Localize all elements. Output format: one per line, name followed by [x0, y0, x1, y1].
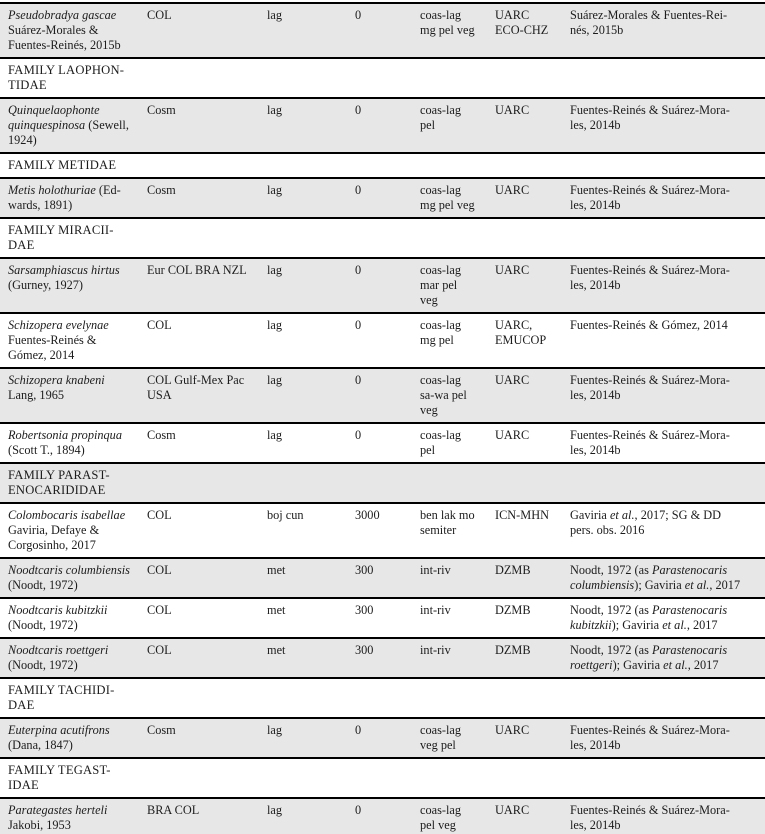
text: UARC — [495, 373, 530, 387]
italic-text: Parastenocaris — [651, 563, 728, 577]
depth-cell — [355, 798, 420, 834]
text: les, 2014b — [570, 118, 621, 132]
environment-cell — [420, 558, 495, 598]
text: ); Gaviria — [612, 658, 664, 672]
italic-text: et al. — [609, 508, 635, 522]
environment-cell — [420, 178, 495, 218]
habitat-cell — [267, 3, 355, 58]
reference-cell — [570, 558, 765, 598]
text: ); Gaviria — [611, 618, 663, 632]
habitat-cell — [267, 638, 355, 678]
text: TIDAE — [8, 78, 47, 92]
text: Cosm — [147, 183, 176, 197]
text: 0 — [355, 723, 362, 737]
text: COL — [147, 563, 172, 577]
text: DZMB — [495, 603, 531, 617]
environment-cell — [420, 258, 495, 313]
text: DZMB — [495, 643, 531, 657]
text: 0 — [355, 103, 362, 117]
environment-cell — [420, 98, 495, 153]
depth-cell — [355, 313, 420, 368]
species-row — [0, 3, 765, 58]
text: Fuentes-Reinés, 2015b — [8, 38, 121, 52]
family-heading — [0, 58, 765, 98]
italic-text: Quinquelaophonte — [8, 103, 100, 117]
depth-cell — [355, 503, 420, 558]
italic-text: et al. — [663, 658, 688, 672]
text: EMUCOP — [495, 333, 547, 347]
species-cell — [0, 313, 147, 368]
reference-cell — [570, 423, 765, 463]
italic-text: Schizopera knabeni — [8, 373, 105, 387]
reference-cell — [570, 258, 765, 313]
distribution-cell — [147, 258, 267, 313]
text: 0 — [355, 373, 362, 387]
text: (Noodt, 1972) — [8, 658, 78, 672]
habitat-cell — [267, 258, 355, 313]
distribution-cell — [147, 638, 267, 678]
species-cell — [0, 718, 147, 758]
text: COL — [147, 508, 172, 522]
distribution-cell — [147, 178, 267, 218]
text: mg pel — [420, 333, 454, 347]
text: les, 2014b — [570, 818, 621, 832]
text: int-riv — [420, 643, 451, 657]
text: Noodt, 1972 (as — [570, 603, 652, 617]
text: DZMB — [495, 563, 531, 577]
family-row — [0, 463, 765, 503]
text: (Noodt, 1972) — [8, 618, 78, 632]
text: (Noodt, 1972) — [8, 578, 78, 592]
text: UARC — [495, 723, 530, 737]
text: les, 2014b — [570, 738, 621, 752]
text: Eur COL BRA NZL — [147, 263, 247, 277]
text: FAMILY LAOPHON- — [8, 63, 125, 77]
italic-text: Schizopera evelynae — [8, 318, 109, 332]
italic-text: quinquespinosa — [8, 118, 86, 132]
text: coas-lag — [420, 428, 461, 442]
text: veg pel — [420, 738, 456, 752]
text: USA — [147, 388, 172, 402]
text: COL — [147, 318, 172, 332]
italic-text: Parastenocaris — [651, 643, 728, 657]
text: FAMILY METIDAE — [8, 158, 117, 172]
text: , 2017 — [709, 578, 741, 592]
text: Gómez, 2014 — [8, 348, 75, 362]
text: pel — [420, 118, 436, 132]
text: 300 — [355, 643, 374, 657]
text: IDAE — [8, 778, 39, 792]
text: UARC — [495, 103, 530, 117]
text: Fuentes-Reinés & Suárez-Mora- — [570, 428, 730, 442]
text: ENOCARIDIDAE — [8, 483, 106, 497]
text: pel — [420, 443, 436, 457]
distribution-cell — [147, 718, 267, 758]
text: DAE — [8, 698, 35, 712]
text: Fuentes-Reinés & Suárez-Mora- — [570, 103, 730, 117]
species-cell — [0, 3, 147, 58]
italic-text: Euterpina acutifrons — [8, 723, 110, 737]
table-body — [0, 3, 765, 834]
text: BRA COL — [147, 803, 200, 817]
habitat-cell — [267, 423, 355, 463]
text: (Dana, 1847) — [8, 738, 73, 752]
family-row — [0, 678, 765, 718]
text: UARC, — [495, 318, 533, 332]
species-row — [0, 423, 765, 463]
depth-cell — [355, 423, 420, 463]
habitat-cell — [267, 98, 355, 153]
text: COL — [147, 603, 172, 617]
depth-cell — [355, 718, 420, 758]
reference-cell — [570, 503, 765, 558]
text: FAMILY MIRACII- — [8, 223, 114, 237]
italic-text: et al. — [684, 578, 710, 592]
text: pel veg — [420, 818, 456, 832]
depth-cell — [355, 178, 420, 218]
distribution-cell — [147, 3, 267, 58]
text: Fuentes-Reinés & Suárez-Mora- — [570, 263, 730, 277]
text: (Sewell, — [85, 118, 129, 132]
text: les, 2014b — [570, 388, 621, 402]
text: lag — [267, 373, 283, 387]
text: Gaviria, Defaye & — [8, 523, 100, 537]
text: semiter — [420, 523, 457, 537]
italic-text: Parastenocaris — [651, 603, 728, 617]
text: COL — [147, 643, 172, 657]
family-row — [0, 758, 765, 798]
species-cell — [0, 98, 147, 153]
text: lag — [267, 428, 283, 442]
species-row — [0, 258, 765, 313]
environment-cell — [420, 798, 495, 834]
collection-cell — [495, 3, 570, 58]
text: pers. obs. 2016 — [570, 523, 645, 537]
text: coas-lag — [420, 8, 461, 22]
distribution-cell — [147, 503, 267, 558]
italic-text: kubitzkii — [570, 618, 612, 632]
reference-cell — [570, 798, 765, 834]
text: mar pel — [420, 278, 458, 292]
text: (Scott T., 1894) — [8, 443, 85, 457]
text: lag — [267, 723, 283, 737]
text: Noodt, 1972 (as — [570, 643, 652, 657]
species-row — [0, 718, 765, 758]
family-row — [0, 58, 765, 98]
species-row — [0, 798, 765, 834]
text: coas-lag — [420, 723, 461, 737]
text: Noodt, 1972 (as — [570, 563, 652, 577]
species-row — [0, 368, 765, 423]
reference-cell — [570, 368, 765, 423]
text: 300 — [355, 603, 374, 617]
text: COL Gulf-Mex Pac — [147, 373, 245, 387]
italic-text: Noodtcaris roettgeri — [8, 643, 109, 657]
species-row — [0, 638, 765, 678]
collection-cell — [495, 718, 570, 758]
text: Fuentes-Reinés & Suárez-Mora- — [570, 373, 730, 387]
text: 3000 — [355, 508, 380, 522]
species-cell — [0, 598, 147, 638]
collection-cell — [495, 368, 570, 423]
reference-cell — [570, 178, 765, 218]
text: 1924) — [8, 133, 37, 147]
reference-cell — [570, 638, 765, 678]
depth-cell — [355, 3, 420, 58]
italic-text: Noodtcaris kubitzkii — [8, 603, 108, 617]
species-checklist-table — [0, 2, 765, 834]
text: wards, 1891) — [8, 198, 73, 212]
distribution-cell — [147, 313, 267, 368]
text: COL — [147, 8, 172, 22]
text: Corgosinho, 2017 — [8, 538, 96, 552]
text: Suárez-Morales & Fuentes-Rei- — [570, 8, 728, 22]
text: 0 — [355, 428, 362, 442]
environment-cell — [420, 313, 495, 368]
text: boj cun — [267, 508, 304, 522]
text: FAMILY TEGAST- — [8, 763, 111, 777]
species-cell — [0, 423, 147, 463]
text: Fuentes-Reinés & Gómez, 2014 — [570, 318, 728, 332]
species-cell — [0, 503, 147, 558]
environment-cell — [420, 638, 495, 678]
family-heading — [0, 153, 765, 178]
text: ben lak mo — [420, 508, 475, 522]
distribution-cell — [147, 423, 267, 463]
environment-cell — [420, 718, 495, 758]
reference-cell — [570, 718, 765, 758]
italic-text: Parategastes herteli — [8, 803, 108, 817]
italic-text: Robertsonia propinqua — [8, 428, 122, 442]
text: lag — [267, 263, 283, 277]
text: 300 — [355, 563, 374, 577]
text: mg pel veg — [420, 198, 475, 212]
text: 0 — [355, 318, 362, 332]
distribution-cell — [147, 368, 267, 423]
species-cell — [0, 368, 147, 423]
environment-cell — [420, 368, 495, 423]
text: lag — [267, 8, 283, 22]
reference-cell — [570, 3, 765, 58]
habitat-cell — [267, 598, 355, 638]
reference-cell — [570, 313, 765, 368]
text: coas-lag — [420, 183, 461, 197]
family-row — [0, 218, 765, 258]
text: les, 2014b — [570, 278, 621, 292]
text: 0 — [355, 183, 362, 197]
text: met — [267, 603, 286, 617]
depth-cell — [355, 558, 420, 598]
text: UARC — [495, 428, 530, 442]
text: Cosm — [147, 428, 176, 442]
collection-cell — [495, 98, 570, 153]
italic-text: et al. — [662, 618, 687, 632]
text: Cosm — [147, 723, 176, 737]
depth-cell — [355, 98, 420, 153]
text: coas-lag — [420, 318, 461, 332]
text: coas-lag — [420, 803, 461, 817]
text: int-riv — [420, 603, 451, 617]
italic-text: Metis holothuriae — [8, 183, 96, 197]
text: , 2017 — [687, 658, 719, 672]
collection-cell — [495, 503, 570, 558]
collection-cell — [495, 638, 570, 678]
collection-cell — [495, 178, 570, 218]
collection-cell — [495, 423, 570, 463]
text: lag — [267, 803, 283, 817]
species-cell — [0, 798, 147, 834]
species-row — [0, 503, 765, 558]
habitat-cell — [267, 503, 355, 558]
text: Fuentes-Reinés & — [8, 333, 97, 347]
text: ); Gaviria — [634, 578, 685, 592]
text: coas-lag — [420, 373, 461, 387]
text: Fuentes-Reinés & Suárez-Mora- — [570, 723, 730, 737]
species-row — [0, 558, 765, 598]
collection-cell — [495, 258, 570, 313]
family-heading — [0, 678, 765, 718]
text: Suárez-Morales & — [8, 23, 99, 37]
habitat-cell — [267, 718, 355, 758]
species-cell — [0, 178, 147, 218]
text: FAMILY PARAST- — [8, 468, 110, 482]
family-heading — [0, 463, 765, 503]
collection-cell — [495, 558, 570, 598]
italic-text: Colombocaris isabellae — [8, 508, 126, 522]
reference-cell — [570, 98, 765, 153]
species-row — [0, 598, 765, 638]
text: UARC — [495, 8, 530, 22]
italic-text: Pseudobradya gascae — [8, 8, 117, 22]
text: met — [267, 563, 286, 577]
text: coas-lag — [420, 103, 461, 117]
collection-cell — [495, 798, 570, 834]
habitat-cell — [267, 798, 355, 834]
text: Lang, 1965 — [8, 388, 65, 402]
text: Fuentes-Reinés & Suárez-Mora- — [570, 803, 730, 817]
text: DAE — [8, 238, 35, 252]
text: UARC — [495, 183, 530, 197]
text: UARC — [495, 263, 530, 277]
text: ECO-CHZ — [495, 23, 549, 37]
italic-text: Sarsamphiascus hirtus — [8, 263, 120, 277]
text: 0 — [355, 803, 362, 817]
environment-cell — [420, 3, 495, 58]
text: nés, 2015b — [570, 23, 624, 37]
depth-cell — [355, 368, 420, 423]
family-row — [0, 153, 765, 178]
text: , 2017; SG & DD — [634, 508, 721, 522]
text: Jakobi, 1953 — [8, 818, 71, 832]
text: Cosm — [147, 103, 176, 117]
habitat-cell — [267, 178, 355, 218]
italic-text: columbiensis — [570, 578, 635, 592]
collection-cell — [495, 313, 570, 368]
text: (Gurney, 1927) — [8, 278, 84, 292]
text: FAMILY TACHIDI- — [8, 683, 115, 697]
text: Fuentes-Reinés & Suárez-Mora- — [570, 183, 730, 197]
italic-text: Noodtcaris columbiensis — [8, 563, 130, 577]
text: veg — [420, 403, 438, 417]
species-cell — [0, 258, 147, 313]
text: les, 2014b — [570, 198, 621, 212]
collection-cell — [495, 598, 570, 638]
text: lag — [267, 103, 283, 117]
environment-cell — [420, 423, 495, 463]
environment-cell — [420, 503, 495, 558]
distribution-cell — [147, 558, 267, 598]
text: lag — [267, 318, 283, 332]
text: 0 — [355, 263, 362, 277]
text: ICN-MHN — [495, 508, 549, 522]
species-cell — [0, 638, 147, 678]
distribution-cell — [147, 98, 267, 153]
environment-cell — [420, 598, 495, 638]
text: veg — [420, 293, 438, 307]
species-row — [0, 98, 765, 153]
text: met — [267, 643, 286, 657]
text: sa-wa pel — [420, 388, 467, 402]
text: 0 — [355, 8, 362, 22]
distribution-cell — [147, 598, 267, 638]
text: Gaviria — [570, 508, 610, 522]
depth-cell — [355, 258, 420, 313]
family-heading — [0, 758, 765, 798]
text: int-riv — [420, 563, 451, 577]
italic-text: roettgeri — [570, 658, 613, 672]
text: les, 2014b — [570, 443, 621, 457]
text: lag — [267, 183, 283, 197]
depth-cell — [355, 638, 420, 678]
text: mg pel veg — [420, 23, 475, 37]
species-row — [0, 313, 765, 368]
text: UARC — [495, 803, 530, 817]
family-heading — [0, 218, 765, 258]
text: coas-lag — [420, 263, 461, 277]
species-row — [0, 178, 765, 218]
habitat-cell — [267, 368, 355, 423]
depth-cell — [355, 598, 420, 638]
distribution-cell — [147, 798, 267, 834]
reference-cell — [570, 598, 765, 638]
habitat-cell — [267, 313, 355, 368]
text: , 2017 — [686, 618, 718, 632]
species-cell — [0, 558, 147, 598]
text: (Ed- — [95, 183, 121, 197]
habitat-cell — [267, 558, 355, 598]
